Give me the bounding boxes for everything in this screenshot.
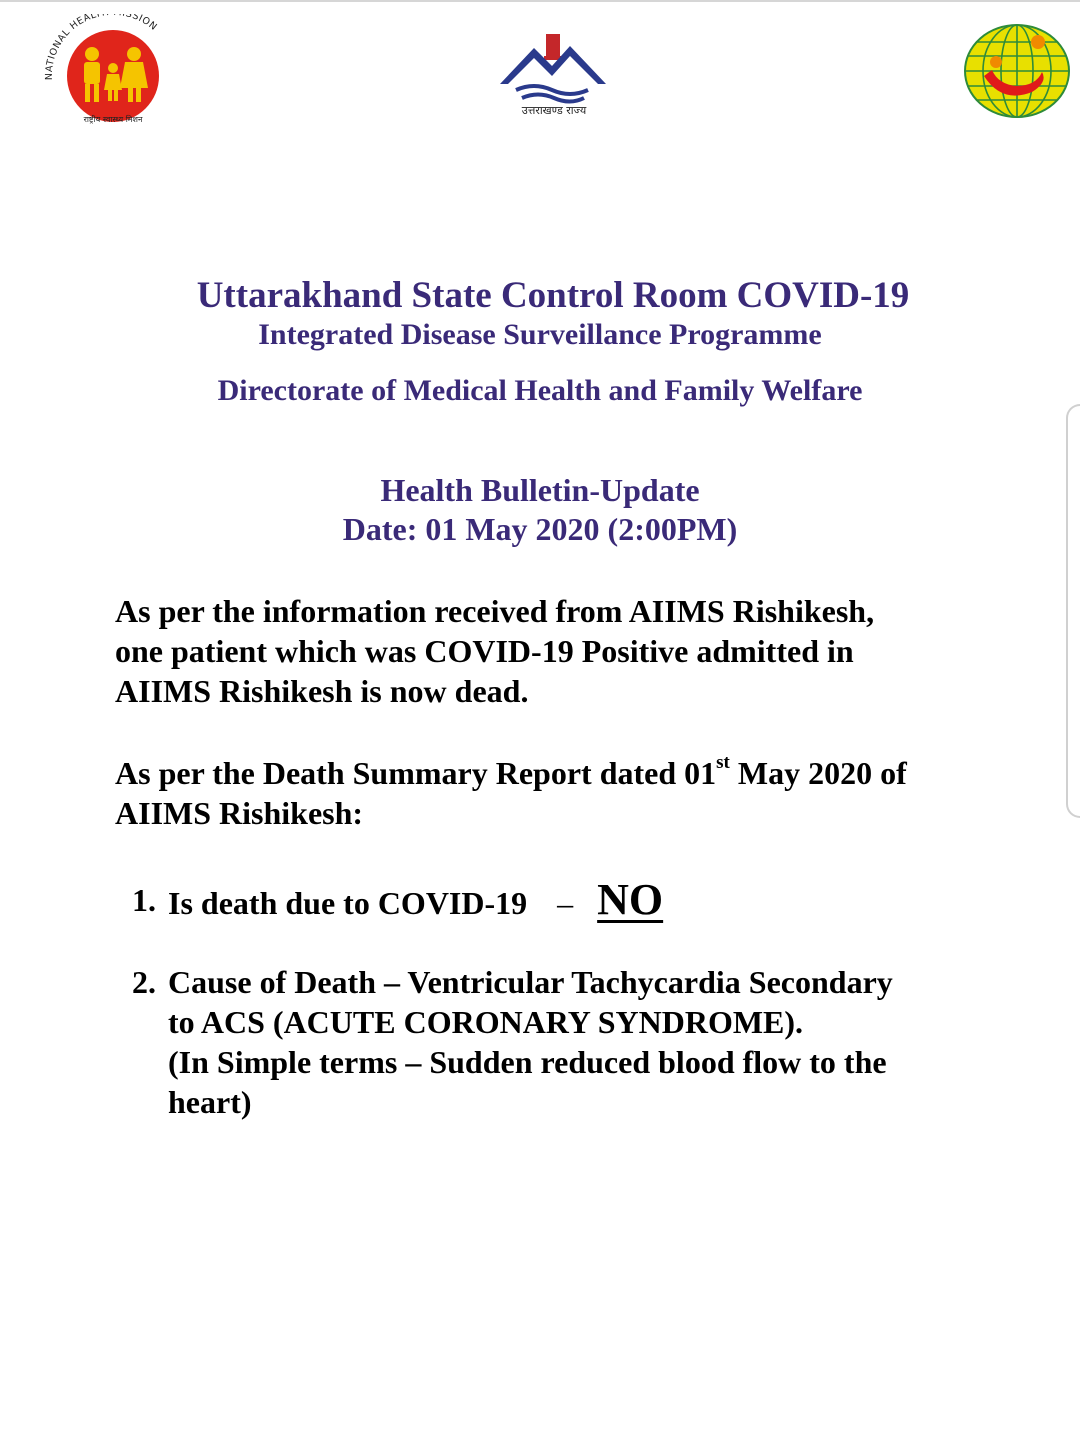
paragraph-line: AIIMS Rishikesh:	[115, 795, 364, 831]
globe-emblem-logo	[962, 22, 1072, 120]
ordinal-suffix: st	[716, 752, 730, 774]
list-number: 1.	[132, 882, 156, 918]
list-line: Cause of Death – Ventricular Tachycardia Secondary	[168, 964, 893, 1000]
paragraph-line: As per the information received from AIIMS Rishikesh,	[115, 593, 875, 629]
cause-of-death-text	[168, 962, 1028, 1122]
answer-no: NO	[597, 875, 664, 924]
top-divider	[0, 0, 1080, 2]
question-text: Is death due to COVID-19	[168, 885, 528, 921]
information-paragraph	[115, 591, 1015, 711]
nhm-arc-text: NATIONAL HEALT SSION	[43, 14, 160, 81]
paragraph-line	[115, 753, 1015, 793]
list-line: to ACS (ACUTE CORONARY SYNDROME).	[168, 1004, 804, 1040]
list-line: (In Simple terms – Sudden reduced blood flow to the	[168, 1044, 887, 1080]
report-paragraph	[115, 753, 1015, 833]
report-prefix: As per the Death Summary Report dated 01	[115, 755, 717, 791]
list-line: heart)	[168, 1084, 252, 1120]
scroll-handle[interactable]	[1066, 404, 1080, 818]
paragraph-line: AIIMS Rishikesh is now dead.	[115, 673, 529, 709]
programme-subtitle: Integrated Disease Surveillance Programme	[258, 318, 822, 351]
directorate-subtitle: Directorate of Medical Health and Family Welfare	[217, 374, 863, 407]
dash-separator: –	[557, 885, 574, 921]
uttarakhand-hindi-text: उत्तराखण्ड राज्य	[521, 104, 587, 117]
paragraph-line: one patient which was COVID-19 Positive admitted in	[115, 633, 854, 669]
national-health-mission-logo	[40, 14, 180, 128]
bulletin-date: Date: 01 May 2020 (2:00PM)	[342, 511, 738, 547]
nhm-hindi-text: राष्ट्रीय स्वास्थ्य मिशन	[83, 115, 143, 124]
report-suffix: May 2020 of	[729, 755, 907, 791]
list-item-text-row	[168, 875, 1028, 924]
list-number: 2.	[132, 964, 156, 1000]
page-title: Uttarakhand State Control Room COVID-19	[196, 275, 910, 316]
uttarakhand-state-logo	[494, 34, 614, 120]
bulletin-heading: Health Bulletin-Update	[380, 472, 700, 508]
